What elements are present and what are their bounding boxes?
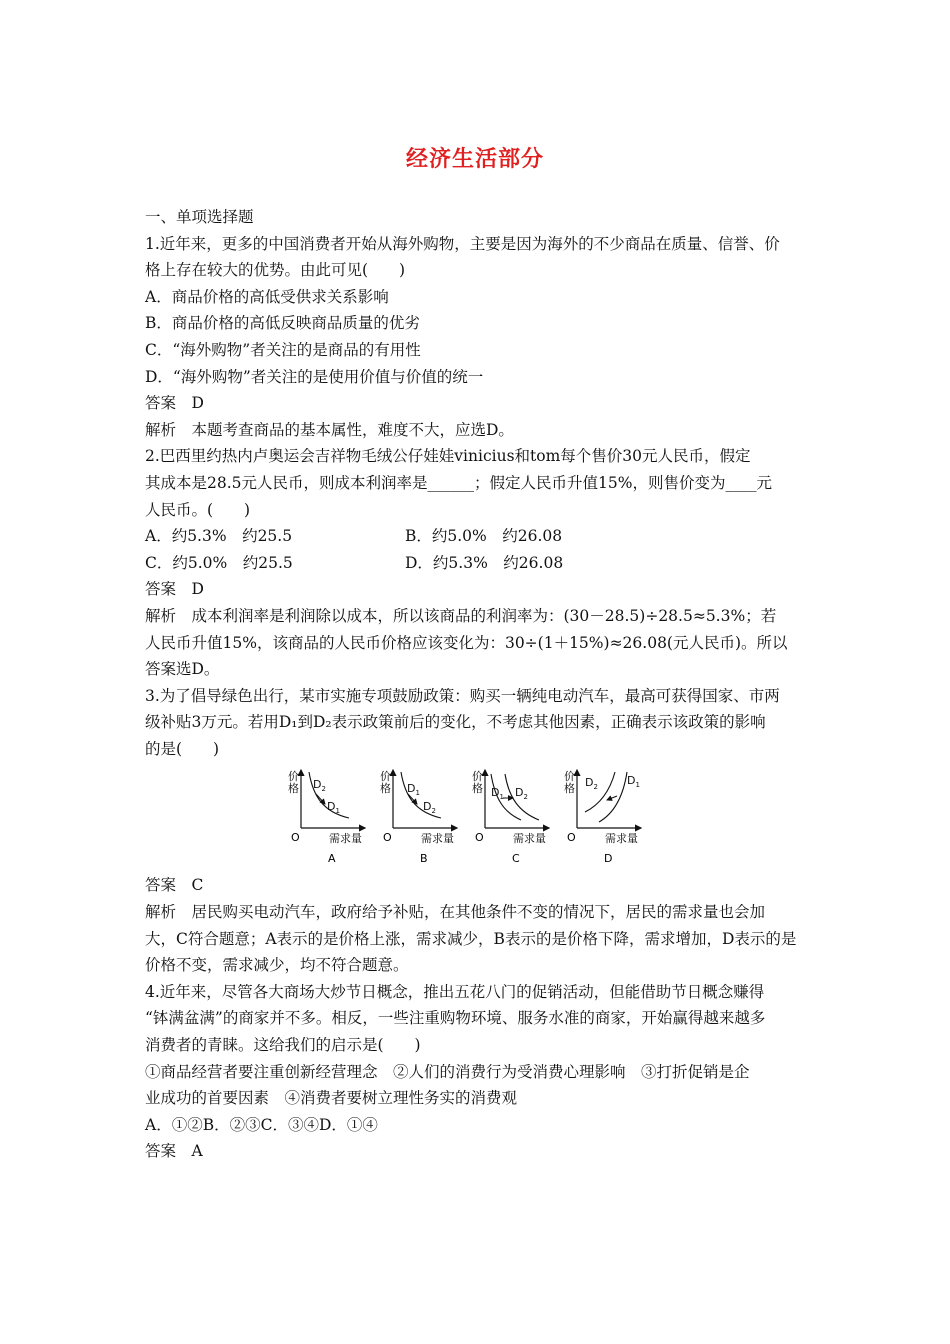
y-axis-label: 格 xyxy=(380,782,391,796)
panel-label: A xyxy=(328,852,336,866)
origin-label: O xyxy=(383,831,392,845)
q2-stem-line: 人民币。( ) xyxy=(145,500,251,519)
x-axis-label: 需求量 xyxy=(421,832,454,846)
y-axis-label: 格 xyxy=(472,782,483,796)
q2-option-a: A．约5.3% 约25.5 xyxy=(145,527,293,546)
y-axis-label: 格 xyxy=(564,782,575,796)
y-axis-label: 价 xyxy=(288,770,299,784)
q4-stem-line: 消费者的青睐。这给我们的启示是( ) xyxy=(145,1036,421,1055)
q1-answer: 答案 D xyxy=(145,394,204,413)
page-title: 经济生活部分 xyxy=(405,147,544,172)
q4-items-line: ①商品经营者要注重创新经营理念 ②人们的消费行为受消费心理影响 ③打折促销是企 xyxy=(145,1062,750,1081)
q2-option-c: C．约5.0% 约25.5 xyxy=(145,553,293,572)
q4-answer: 答案 A xyxy=(145,1142,203,1161)
curve-label: $D_2$ xyxy=(313,778,326,794)
q4-stem-line: 4.近年来，尽管各大商场大炒节日概念，推出五花八门的促销活动，但能借助节日概念赚得 xyxy=(145,982,765,1001)
q3-analysis-line: 解析 居民购买电动汽车，政府给予补贴，在其他条件不变的情况下，居民的需求量也会加 xyxy=(145,903,766,922)
q2-stem-line: 其成本是28.5元人民币，则成本利润率是______；假定人民币升值15%，则售价变为____元 xyxy=(145,473,772,492)
q2-option-d: D．约5.3% 约26.08 xyxy=(405,553,564,572)
y-axis-label: 价 xyxy=(380,770,391,784)
panel-d xyxy=(564,770,641,865)
y-axis-label: 价 xyxy=(564,770,575,784)
x-axis-label: 需求量 xyxy=(605,832,638,846)
x-axis-label: 需求量 xyxy=(513,832,546,846)
y-axis-label: 价 xyxy=(472,770,483,784)
section-heading: 一、单项选择题 xyxy=(145,208,254,226)
panel-b xyxy=(380,770,457,865)
y-axis-label: 格 xyxy=(288,782,299,796)
origin-label: O xyxy=(291,831,300,845)
q3-stem-line: 级补贴3万元。若用D₁到D₂表示政策前后的变化，不考虑其他因素，正确表示该政策的影响 xyxy=(145,713,766,732)
q4-stem-line: “钵满盆满”的商家并不多。相反，一些注重购物环境、服务水准的商家，开始赢得越来越多 xyxy=(145,1009,766,1028)
panel-label: D xyxy=(604,852,613,866)
curve-label: $D_2$ xyxy=(515,786,528,802)
q2-stem-line: 2.巴西里约热内卢奥运会吉祥物毛绒公仔娃娃vinicius和tom每个售价30元人民币，假定 xyxy=(145,447,751,466)
q2-analysis-line: 解析 成本利润率是利润除以成本，所以该商品的利润率为：(30－28.5)÷28.5≈5.3%；若 xyxy=(145,606,777,625)
demand-curve-panels xyxy=(283,766,663,870)
shift-arrow xyxy=(316,794,325,804)
q3-stem-line: 的是( ) xyxy=(145,739,220,758)
q3-answer: 答案 C xyxy=(145,876,204,895)
curve-label: $D_2$ xyxy=(585,776,598,792)
shift-arrow xyxy=(607,796,617,800)
q1-option-c: C．“海外购物”者关注的是商品的有用性 xyxy=(145,340,421,359)
q2-analysis-line: 人民币升值15%，该商品的人民币价格应该变化为：30÷(1＋15%)≈26.08(元人民币)。所以 xyxy=(145,633,788,652)
panel-a xyxy=(288,770,365,865)
origin-label: O xyxy=(475,831,484,845)
q3-stem-line: 3.为了倡导绿色出行，某市实施专项鼓励政策：购买一辆纯电动汽车，最高可获得国家、市两 xyxy=(145,686,780,705)
curve-label: $D_1$ xyxy=(327,800,340,816)
q2-option-b: B．约5.0% 约26.08 xyxy=(405,527,563,546)
q2-options-row xyxy=(145,523,810,550)
curve-label: $D_1$ xyxy=(407,782,420,798)
q1-stem-line: 格上存在较大的优势。由此可见( ) xyxy=(145,261,406,280)
q4-options: A．①②B．②③C．③④D．①④ xyxy=(145,1115,378,1134)
q1-analysis: 解析 本题考查商品的基本属性，难度不大，应选D。 xyxy=(145,420,514,439)
q1-option-d: D．“海外购物”者关注的是使用价值与价值的统一 xyxy=(145,367,484,386)
origin-label: O xyxy=(567,831,576,845)
q1-option-b: B．商品价格的高低反映商品质量的优劣 xyxy=(145,314,420,333)
curve-label: $D_1$ xyxy=(491,786,504,802)
x-axis-label: 需求量 xyxy=(329,832,362,846)
q4-items-line: 业成功的首要因素 ④消费者要树立理性务实的消费观 xyxy=(145,1089,518,1108)
panel-c xyxy=(472,770,549,865)
q3-analysis-line: 大，C符合题意；A表示的是价格上涨，需求减少，B表示的是价格下降，需求增加，D表示的是 xyxy=(145,929,797,948)
q1-stem-line: 1.近年来，更多的中国消费者开始从海外购物，主要是因为海外的不少商品在质量、信誉、价 xyxy=(145,234,780,253)
panel-label: B xyxy=(420,852,428,866)
curve-label: $D_2$ xyxy=(423,800,436,816)
q1-option-a: A．商品价格的高低受供求关系影响 xyxy=(145,287,389,306)
q2-analysis-line: 答案选D。 xyxy=(145,660,220,679)
q2-options-row xyxy=(145,550,810,577)
q3-analysis-line: 价格不变，需求减少，均不符合题意。 xyxy=(145,956,409,975)
q2-answer: 答案 D xyxy=(145,580,204,599)
panel-label: C xyxy=(512,852,520,866)
demand-curve-figure xyxy=(145,766,810,870)
curve-label: $D_1$ xyxy=(627,774,640,790)
document-body xyxy=(145,204,810,1165)
